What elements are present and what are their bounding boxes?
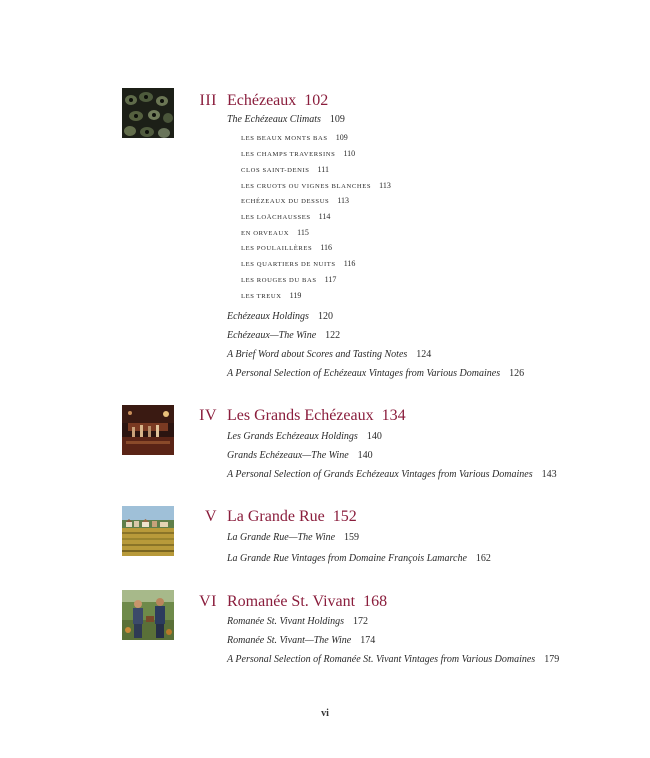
climat-label: LES LOÄCHAUSSES — [241, 214, 311, 221]
entry-label: A Personal Selection of Grands Echézeaux Vintages from Various Domaines — [227, 469, 533, 480]
toc-entry[interactable] — [227, 553, 491, 564]
entry-label: Romanée St. Vivant Holdings — [227, 616, 345, 627]
climat-page: 115 — [297, 228, 309, 237]
chapter-numeral: IV — [199, 407, 217, 424]
entry-label: The Echézeaux Climats — [227, 114, 321, 125]
climat-label: LES CHAMPS TRAVERSINS — [241, 151, 336, 158]
climat-entry[interactable] — [241, 212, 330, 221]
entry-label: Echézeaux Holdings — [227, 311, 309, 322]
climat-page: 116 — [343, 259, 356, 268]
chapter-title-text: Echézeaux — [227, 92, 297, 109]
climat-page: 116 — [320, 243, 333, 252]
page-folio: vi — [321, 708, 329, 719]
climat-entry[interactable] — [241, 149, 355, 158]
climat-entry[interactable] — [241, 228, 309, 237]
climat-entry[interactable] — [241, 165, 329, 174]
entry-page: 122 — [325, 330, 341, 341]
entry-label: Les Grands Echézeaux Holdings — [227, 431, 358, 442]
chapter-numeral: VI — [199, 593, 217, 610]
entry-label: Echézeaux—The Wine — [227, 330, 317, 341]
entry-page: 126 — [509, 368, 525, 379]
climat-page: 119 — [289, 291, 302, 300]
climat-page: 110 — [343, 149, 356, 158]
entry-page: 140 — [357, 450, 373, 461]
chapter-title-text: Les Grands Echézeaux — [227, 407, 374, 424]
entry-page: 143 — [541, 469, 557, 480]
toc-entry[interactable] — [227, 635, 375, 646]
toc-entry[interactable] — [227, 450, 373, 461]
climat-entry[interactable] — [241, 291, 301, 300]
toc-entry[interactable] — [227, 616, 368, 627]
toc-entry[interactable] — [227, 311, 333, 322]
climat-label: CLOS SAINT-DENIS — [241, 167, 310, 174]
bottles-cellar-photo — [122, 88, 174, 138]
tasting-room-photo — [122, 405, 174, 455]
climat-entry[interactable] — [241, 133, 348, 142]
climat-label: LES QUARTIERS DE NUITS — [241, 261, 336, 268]
climat-label: LES BEAUX MONTS BAS — [241, 135, 328, 142]
chapter-title-echezeaux[interactable] — [227, 92, 328, 110]
chapter-numeral: III — [199, 92, 217, 109]
chapter-title-text: Romanée St. Vivant — [227, 593, 356, 610]
chapter-page-number: 152 — [332, 508, 357, 525]
toc-entry[interactable] — [227, 654, 559, 665]
entry-page: 172 — [353, 616, 369, 627]
entry-page: 140 — [366, 431, 382, 442]
climat-entry[interactable] — [241, 243, 332, 252]
climat-label: LES TREUX — [241, 293, 282, 300]
climat-page: 109 — [335, 133, 348, 142]
toc-entry[interactable] — [227, 368, 524, 379]
climat-entry[interactable] — [241, 181, 391, 190]
chapter-title-la-grande-rue[interactable] — [227, 508, 357, 526]
entry-label: A Brief Word about Scores and Tasting Notes — [227, 349, 408, 360]
harvest-workers-photo — [122, 590, 174, 640]
chapter-page-number: 102 — [304, 92, 329, 109]
entry-label: A Personal Selection of Romanée St. Vivant Vintages from Various Domaines — [227, 654, 536, 665]
climat-label: LES ROUGES DU BAS — [241, 277, 317, 284]
entry-label: Romanée St. Vivant—The Wine — [227, 635, 352, 646]
entry-page: 120 — [317, 311, 333, 322]
toc-entry[interactable] — [227, 532, 359, 543]
climat-page: 114 — [318, 212, 331, 221]
entry-page: 159 — [344, 532, 360, 543]
chapter-numeral: V — [204, 508, 217, 525]
chapter-page-number: 134 — [381, 407, 406, 424]
climat-page: 111 — [317, 165, 329, 174]
climat-label: ECHÉZEAUX DU DESSUS — [241, 198, 330, 205]
entry-page: 109 — [329, 114, 345, 125]
climat-label: LES POULAILLÈRES — [241, 245, 313, 252]
chapter-title-text: La Grande Rue — [227, 508, 325, 525]
toc-entry[interactable] — [227, 114, 345, 125]
entry-page: 174 — [360, 635, 376, 646]
climat-entry[interactable] — [241, 196, 349, 205]
chapter-title-grands-echezeaux[interactable] — [227, 407, 406, 425]
toc-entry[interactable] — [227, 431, 382, 442]
toc-entry[interactable] — [227, 349, 431, 360]
climat-entry[interactable] — [241, 259, 355, 268]
climat-page: 117 — [324, 275, 337, 284]
toc-entry[interactable] — [227, 330, 340, 341]
chapter-page-number: 168 — [363, 593, 388, 610]
climat-entry[interactable] — [241, 275, 336, 284]
entry-label: La Grande Rue Vintages from Domaine François Lamarche — [227, 553, 467, 564]
entry-page: 179 — [544, 654, 560, 665]
entry-page: 124 — [416, 349, 432, 360]
chapter-title-romanee-st-vivant[interactable] — [227, 593, 387, 611]
climat-label: LES CRUOTS OU VIGNES BLANCHES — [241, 183, 372, 190]
entry-page: 162 — [475, 553, 491, 564]
entry-label: Grands Echézeaux—The Wine — [227, 450, 349, 461]
village-vineyard-photo — [122, 506, 174, 556]
toc-entry[interactable] — [227, 469, 557, 480]
climat-label: EN ORVEAUX — [241, 230, 290, 237]
climat-page: 113 — [379, 181, 391, 190]
climat-page: 113 — [337, 196, 350, 205]
entry-label: A Personal Selection of Echézeaux Vintages from Various Domaines — [227, 368, 501, 379]
entry-label: La Grande Rue—The Wine — [227, 532, 336, 543]
